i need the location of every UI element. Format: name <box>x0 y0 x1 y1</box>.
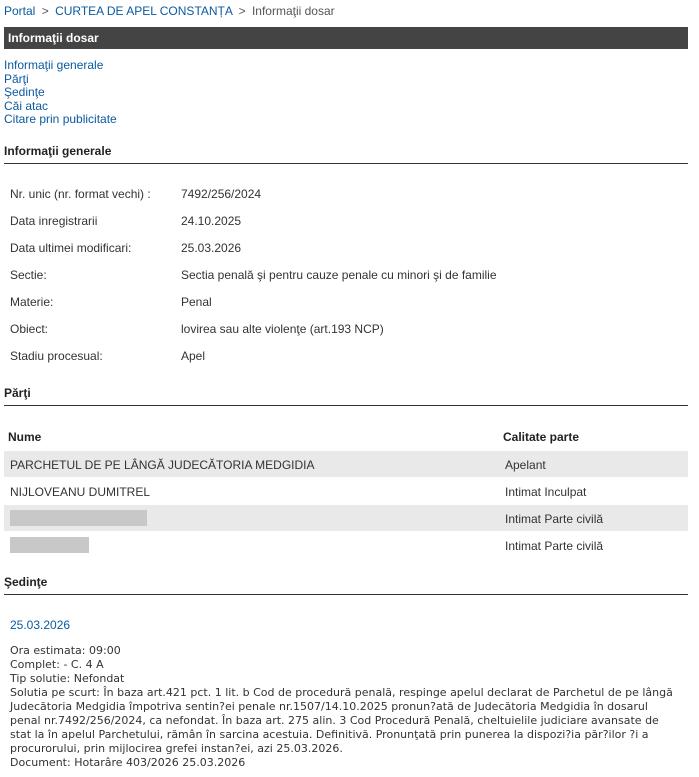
section-heading-parti: Părţi <box>4 386 688 406</box>
section-heading-informatii-generale: Informaţii generale <box>4 144 688 164</box>
nav-link-citare-publicitate[interactable]: Citare prin publicitate <box>4 112 117 127</box>
sedinta-solutie: Solutia pe scurt: În baza art.421 pct. 1 lit. b Cod de procedură penală, respinge apelul declarat de Parchetul de pe lângă Judecătoria Medgidia împotriva sentin?ei penale nr.1507/14.10.2025 pronun?ată de Judecătoria Medgidia în dosarul penal nr.7492/256/2024, ca nefondat. În baza art. 275 alin. 3 Cod Procedură Penală, cheltuielile judiciare avansate de stat la în apelul Parchetului, rămân în sarcina acestuia. Definitivă. Pronunţată prin punerea la dispozi?ia păr?ilor ?i a procurorului, prin mijlocirea grefei instan?ei, azi 25.03.2026. <box>10 686 673 755</box>
table-row <box>4 532 688 558</box>
nav-link-parti[interactable]: Părţi <box>4 71 29 86</box>
info-label: Obiect: <box>10 322 49 336</box>
breadcrumb-portal-link[interactable]: Portal <box>4 4 36 18</box>
sedinta-tip-solutie: Tip solutie: Nefondat <box>10 672 125 685</box>
table-row <box>4 478 688 504</box>
page-title-bar: Informaţii dosar <box>4 27 688 49</box>
party-name: PARCHETUL DE PE LÂNGĂ JUDECĂTORIA MEDGIDIA <box>10 458 315 472</box>
info-value: 25.03.2026 <box>181 241 242 255</box>
info-value: Sectia penală şi pentru cauze penale cu minori şi de familie <box>181 268 497 282</box>
sedinta-document: Document: Hotarâre 403/2026 25.03.2026 <box>10 756 246 769</box>
nav-link-cai-atac[interactable]: Căi atac <box>4 98 49 113</box>
nav-link-informatii-generale[interactable]: Informaţii generale <box>4 58 104 72</box>
info-value: Apel <box>181 349 206 363</box>
breadcrumb-separator: > <box>238 4 246 18</box>
info-label: Nr. unic (nr. format vechi) : <box>10 187 151 201</box>
sedinta-details <box>10 644 680 770</box>
breadcrumb <box>4 4 335 18</box>
breadcrumb-current: Informaţii dosar <box>251 4 335 18</box>
sedinta-ora: Ora estimata: 09:00 <box>10 644 121 657</box>
column-header-nume: Nume <box>8 430 42 444</box>
info-value: lovirea sau alte violenţe (art.193 NCP) <box>181 322 384 336</box>
table-row <box>4 451 688 477</box>
redacted-name-block <box>10 537 89 553</box>
column-header-calitate: Calitate parte <box>503 430 580 444</box>
info-label: Data inregistrarii <box>10 214 98 228</box>
table-row <box>4 505 688 531</box>
breadcrumb-court-link[interactable]: CURTEA DE APEL CONSTANȚA <box>55 4 233 18</box>
nav-link-sedinte[interactable]: Şedinţe <box>4 85 45 100</box>
info-label: Materie: <box>10 295 54 309</box>
party-role: Intimat Inculpat <box>505 485 587 499</box>
breadcrumb-separator: > <box>41 4 49 18</box>
party-role: Intimat Parte civilă <box>505 512 604 526</box>
sedinta-date: 25.03.2026 <box>10 618 71 632</box>
info-value: 24.10.2025 <box>181 214 242 228</box>
party-role: Intimat Parte civilă <box>505 539 604 553</box>
section-nav <box>4 59 117 127</box>
info-label: Data ultimei modificari: <box>10 241 132 255</box>
section-heading-sedinte: Şedinţe <box>4 575 688 595</box>
info-label: Sectie: <box>10 268 47 282</box>
info-value: Penal <box>181 295 212 309</box>
party-name: NIJLOVEANU DUMITREL <box>10 485 151 499</box>
info-value: 7492/256/2024 <box>181 187 262 201</box>
redacted-name-block <box>10 510 147 526</box>
party-role: Apelant <box>505 458 546 472</box>
sedinta-complet: Complet: - C. 4 A <box>10 658 104 671</box>
info-label: Stadiu procesual: <box>10 349 103 363</box>
